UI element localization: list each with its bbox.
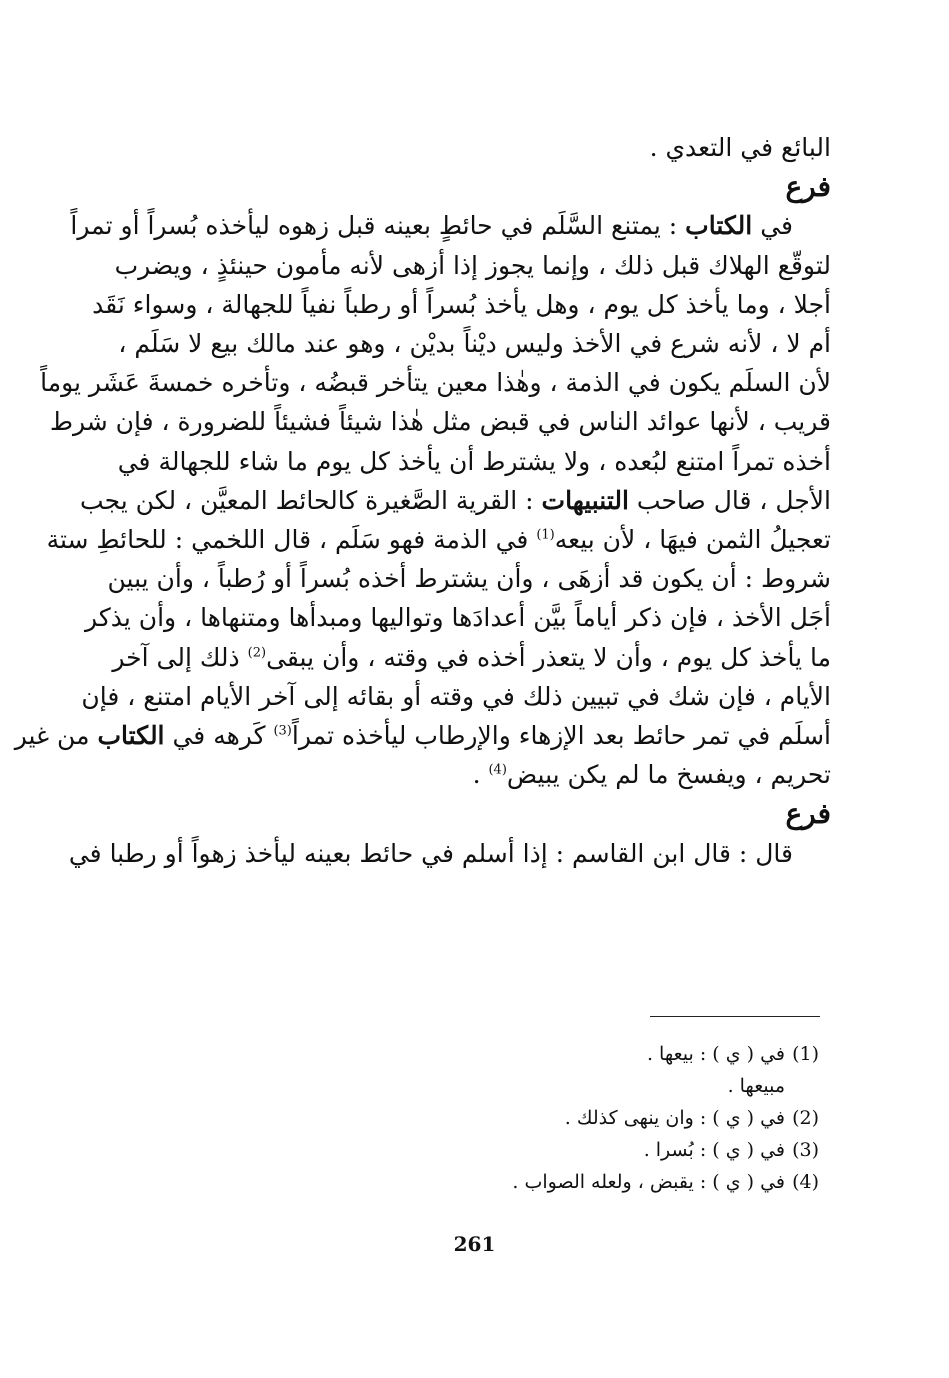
footnote bbox=[419, 1166, 819, 1198]
footnote bbox=[419, 1070, 819, 1102]
footnote-text: في ( ي ) : بُسرا . bbox=[643, 1139, 785, 1161]
main-text bbox=[14, 128, 831, 873]
footnote-mark: (3) bbox=[273, 723, 292, 739]
text-line: لأن السلَم يكون في الذمة ، وهٰذا معين يتأخر قبضُه ، وتأخره خمسةَ عَشَر يوماً bbox=[40, 368, 831, 398]
text-line: أجَل الأخذ ، فإن ذكر أياماً بيَّن أعدادَها وتواليها ومبدأها ومتنهاها ، وأن يذكر bbox=[85, 603, 831, 633]
footnote-text: في ( ي ) : وان ينهى كذلك . bbox=[564, 1107, 785, 1129]
section-heading: فرع bbox=[785, 170, 831, 204]
text-line-part: في الذمة فهو سَلَم ، قال اللخمي : للحائطِ ستة bbox=[46, 525, 537, 555]
section-heading: فرع bbox=[785, 797, 831, 831]
text-line: لتوقّع الهلاك قبل ذلك ، وإنما يجوز إذا أزهى لأنه مأمون حينئذٍ ، ويضرب bbox=[114, 250, 831, 280]
text-line: الأجل ، قال صاحب التنبيهات : القرية الصَّغيرة كالحائط المعيَّن ، لكن يجب bbox=[80, 485, 831, 515]
footnote bbox=[419, 1134, 819, 1166]
bold-term: التنبيهات bbox=[541, 485, 629, 515]
text-line-part: في الكتاب : يمتنع السَّلَم في حائطٍ بعينه قبل زهوه ليأخذه بُسراً أو تمراً bbox=[70, 211, 793, 241]
footnote-number: (3) bbox=[792, 1139, 819, 1161]
footnote bbox=[419, 1102, 819, 1134]
text-line-part: تعجيلُ الثمن فيهَا ، لأن بيعه bbox=[554, 525, 831, 555]
text-line-part: . bbox=[472, 760, 489, 790]
footnote bbox=[419, 1038, 819, 1070]
footnotes bbox=[419, 1038, 819, 1198]
bold-term: الكتاب bbox=[685, 211, 753, 241]
text-line: الأيام ، فإن شك في تبيين ذلك في وقته أو بقائه إلى آخر الأيام امتنع ، فإن bbox=[81, 681, 831, 711]
text-line-part: ما يأخذ كل يوم ، وأن لا يتعذر أخذه في وقته ، وأن يبقى bbox=[266, 642, 831, 672]
footnote-number: (1) bbox=[792, 1043, 819, 1065]
footnote-mark: (4) bbox=[488, 762, 507, 778]
page-number: 261 bbox=[453, 1232, 496, 1256]
text-line: شروط : أن يكون قد أزهَى ، وأن يشترط أخذه بُسراً أو رُطباً ، وأن يبين bbox=[107, 564, 831, 594]
footnote-text: في ( ي ) : بيعها . bbox=[646, 1043, 785, 1065]
text-line-part: ذلك إلى آخر bbox=[112, 642, 248, 672]
text-line bbox=[14, 716, 831, 755]
text-line bbox=[158, 755, 831, 794]
text-line: أم لا ، لأنه شرع في الأخذ وليس ديْناً بديْن ، وهو عند مالك بيع لا سَلَم ، bbox=[118, 329, 831, 359]
text-line: أجلا ، وما يأخذ كل يوم ، وهل يأخذ بُسراً أو رطباً نفياً للجهالة ، وسواء نَقَد bbox=[92, 289, 831, 319]
footnote-text: مبيعها . bbox=[727, 1075, 785, 1097]
text-line: أخذه تمراً امتنع لبُعده ، ولا يشترط أن يأخذ كل يوم ما شاء للجهالة في bbox=[117, 446, 831, 476]
text-line: قريب ، لأنها عوائد الناس في قبض مثل هٰذا شيئاً فشيئاً للضرورة ، فإن شرط bbox=[49, 407, 831, 437]
text-line-part: تحريم ، ويفسخ ما لم يكن يبيض bbox=[506, 760, 831, 790]
text-line bbox=[70, 206, 831, 245]
footnote-number: (4) bbox=[792, 1171, 819, 1193]
text-line bbox=[112, 638, 831, 677]
bold-term: الكتاب bbox=[97, 721, 165, 751]
footnote-text: في ( ي ) : يقبض ، ولعله الصواب . bbox=[512, 1171, 785, 1193]
text-line bbox=[46, 520, 831, 559]
footnote-number: (2) bbox=[792, 1107, 819, 1129]
footnote-mark: (2) bbox=[247, 645, 267, 661]
text-line-part: أسلَم في تمر حائط بعد الإزهاء والإرطاب ليأخذه تمراً bbox=[291, 721, 831, 751]
text-line-part: كَرهه في الكتاب من غير bbox=[14, 721, 274, 751]
text-line: قال : قال ابن القاسم : إذا أسلم في حائط بعينه ليأخذ زهواً أو رطبا في bbox=[68, 838, 793, 868]
text-line: البائع في التعدي . bbox=[649, 133, 831, 162]
footnote-divider bbox=[650, 1016, 820, 1017]
footnote-mark: (1) bbox=[536, 527, 555, 543]
